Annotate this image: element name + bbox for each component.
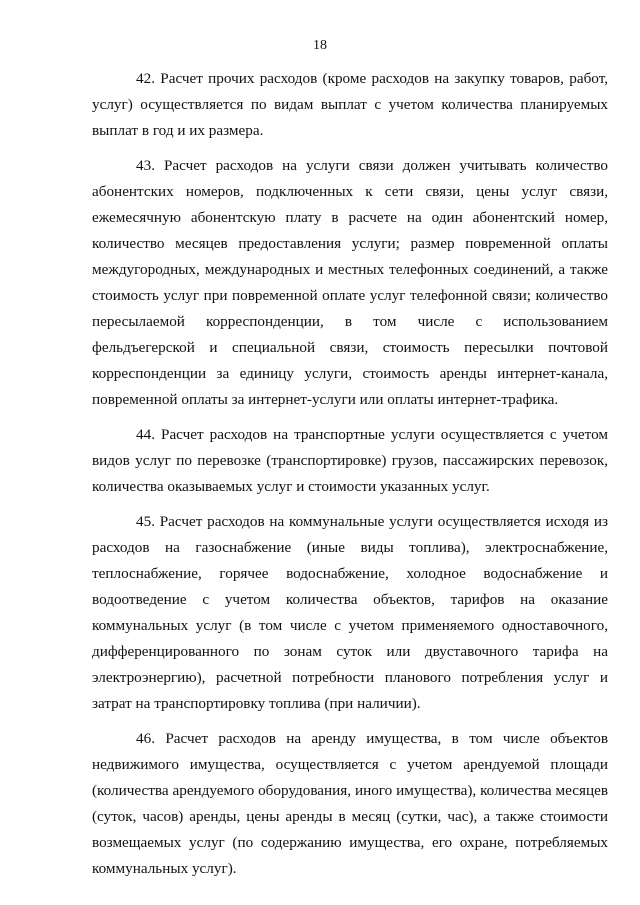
paragraph-44: 44. Расчет расходов на транспортные услуги осуществляется с учетом видов услуг по перевозке (транспортировке) грузов, пассажирских перевозок, количества оказываемых услуг и стоимости указанных услуг. (92, 426, 608, 495)
paragraph-45: 45. Расчет расходов на коммунальные услуги осуществляется исходя из расходов на газоснабжение (иные виды топлива), электроснабжение, теплоснабжение, горячее водоснабжение, холодное водоснабжение и водоотведение с учетом количества объектов, тарифов на оказание коммунальных услуг (в том числе с учетом применяемого одноставочного, дифференцированного по зонам суток или двуставочного тарифа на электроэнергию), расчетной потребности планового потребления услуг и затрат на транспортировку топлива (при наличии). (92, 513, 608, 712)
document-body (92, 66, 608, 891)
paragraph-42: 42. Расчет прочих расходов (кроме расходов на закупку товаров, работ, услуг) осуществляется по видам выплат с учетом количества планируемых выплат в год и их размера. (92, 70, 608, 139)
page-number: 18 (313, 38, 327, 53)
paragraph-43: 43. Расчет расходов на услуги связи должен учитывать количество абонентских номеров, подключенных к сети связи, цены услуг связи, ежемесячную абонентскую плату в расчете на один абонентский номер, количество месяцев предоставления услуги; размер повременной оплаты междугородных, международных и местных телефонных соединений, а также стоимость услуг при повременной оплате услуг телефонной связи; количество пересылаемой корреспонденции, в том числе с использованием фельдъегерской и специальной связи, стоимость пересылки почтовой корреспонденции за единицу услуги, стоимость аренды интернет-канала, повременной оплаты за интернет-услуги или оплаты интернет-трафика. (92, 157, 608, 408)
paragraph-46: 46. Расчет расходов на аренду имущества, в том числе объектов недвижимого имущества, осуществляется с учетом арендуемой площади (количества арендуемого оборудования, иного имущества), количества месяцев (суток, часов) аренды, цены аренды в месяц (сутки, час), а также стоимости возмещаемых услуг (по содержанию имущества, его охране, потребляемых коммунальных услуг). (92, 730, 608, 877)
